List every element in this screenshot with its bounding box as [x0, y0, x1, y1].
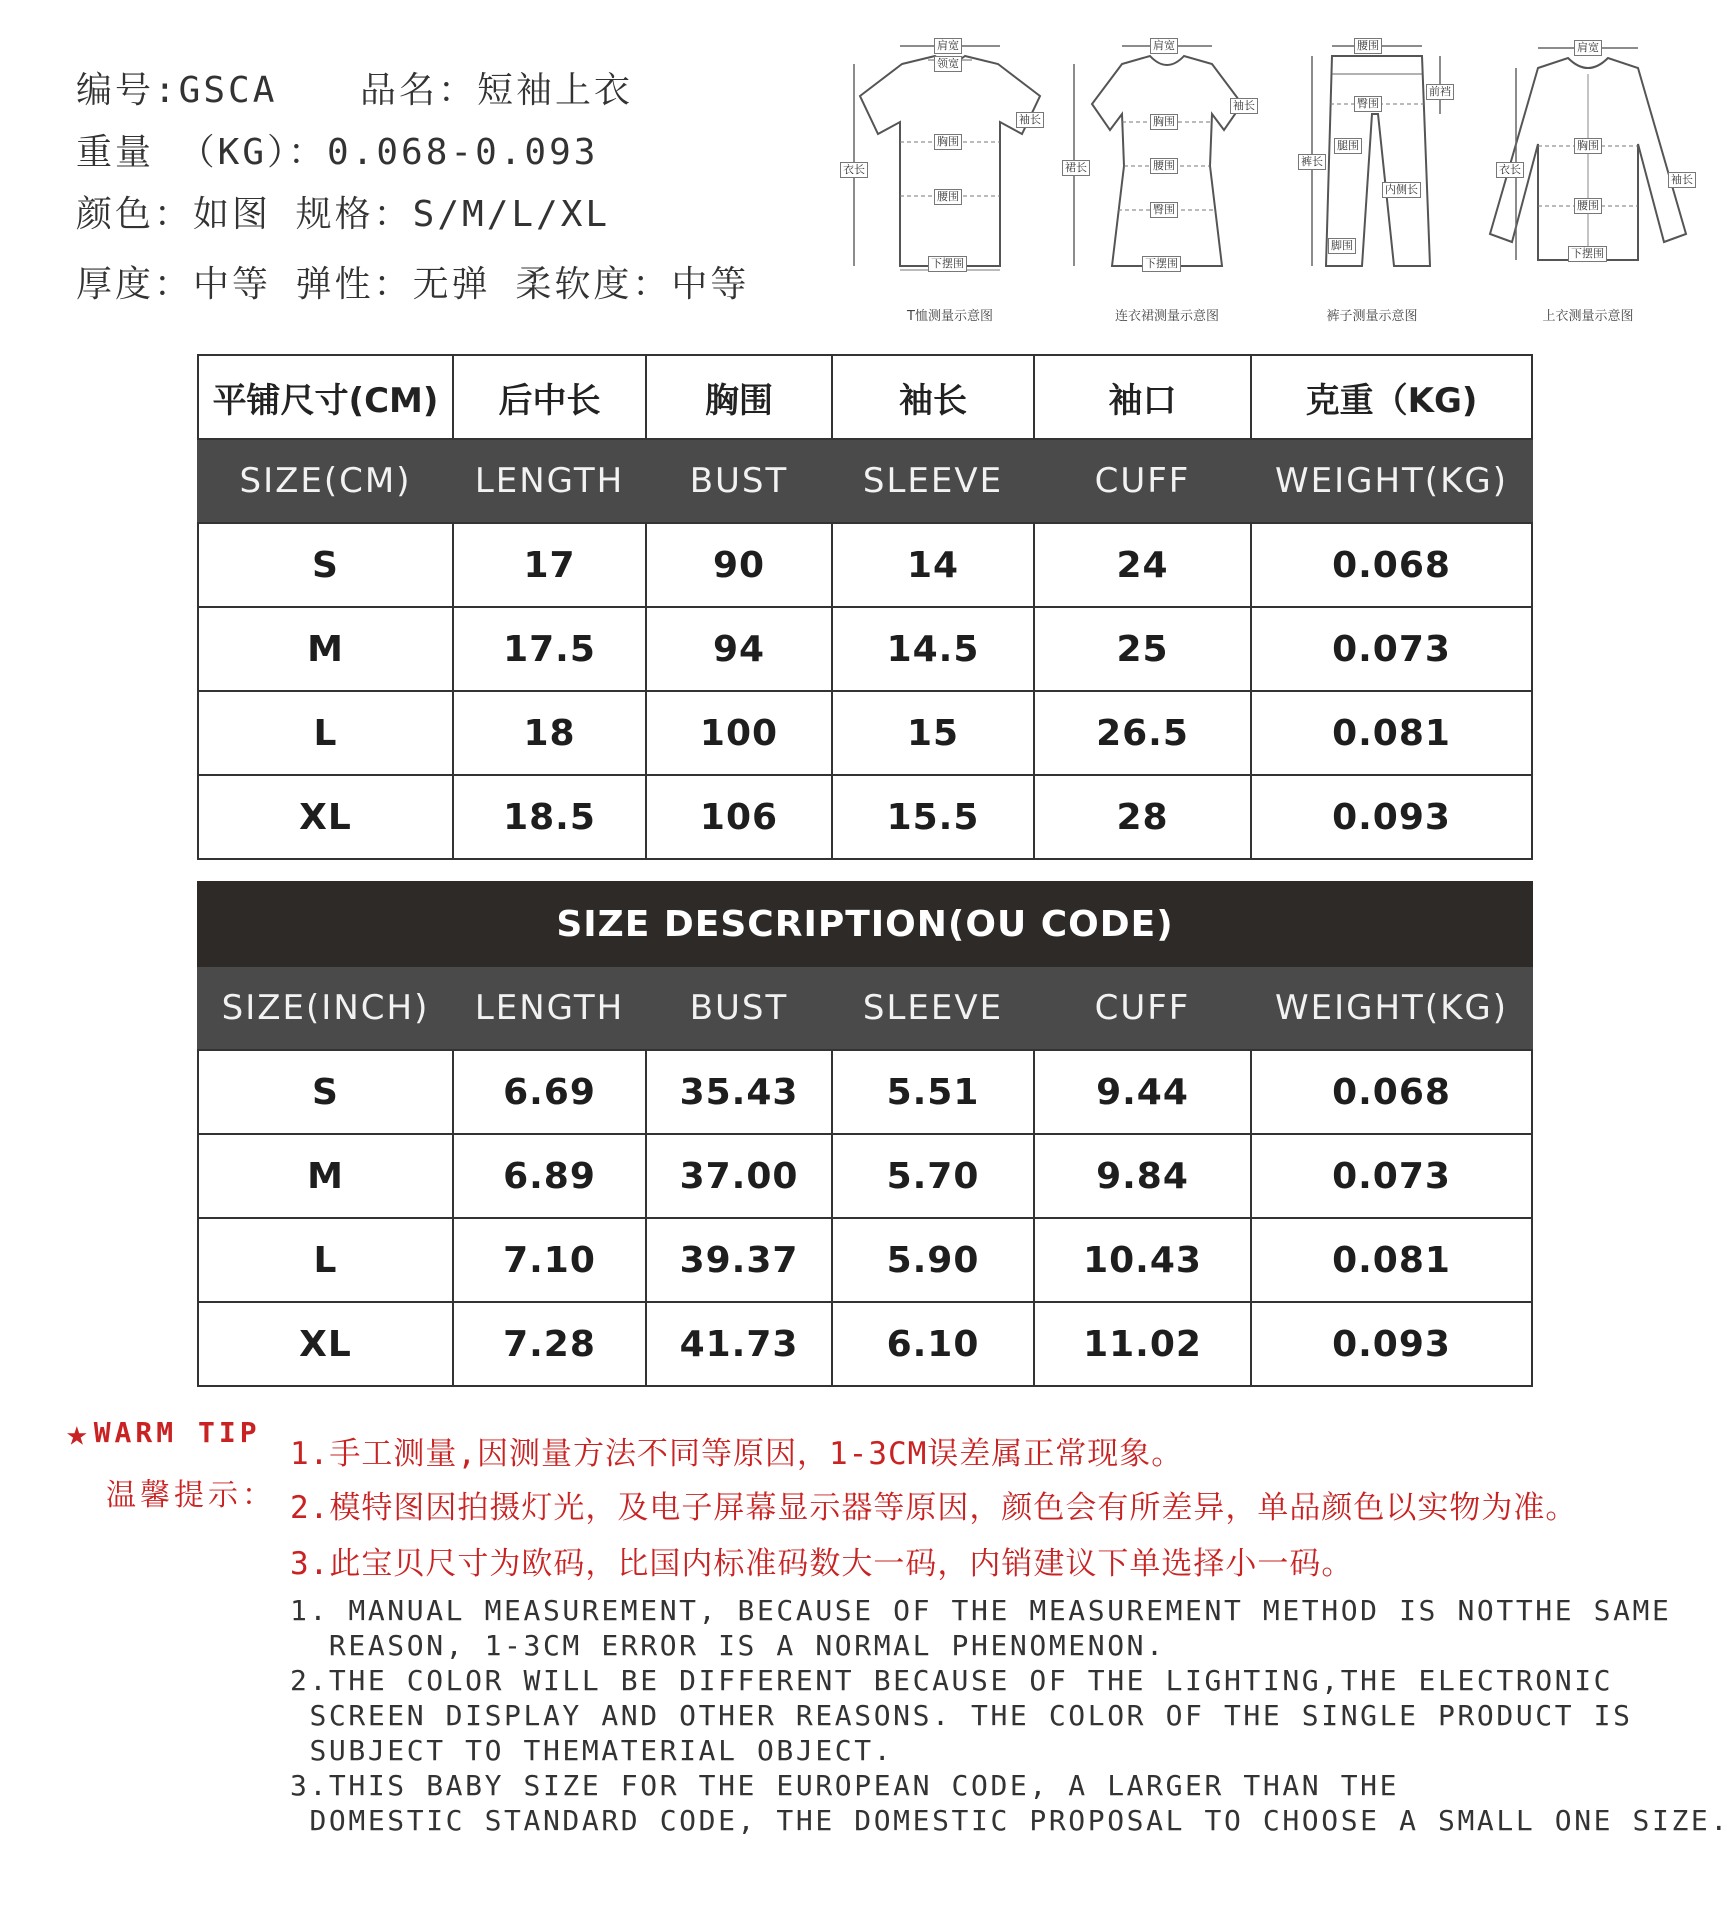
tshirt-label-shoulder: 肩宽 — [934, 38, 962, 54]
table-cell: 6.69 — [453, 1050, 646, 1134]
pants-label-waist: 腰围 — [1354, 38, 1382, 54]
tshirt-label-bust: 胸围 — [934, 134, 962, 150]
dress-label-hip: 臀围 — [1150, 202, 1178, 218]
table-cell: 18.5 — [453, 775, 646, 859]
table-row — [198, 523, 1532, 607]
dress-label-sleeve: 袖长 — [1230, 98, 1258, 114]
tshirt-label-waist: 腰围 — [934, 189, 962, 205]
tip-cn-3: 3.此宝贝尺寸为欧码，比国内标准码数大一码，内销建议下单选择小一码。 — [290, 1546, 1354, 1582]
table-cell: 5.51 — [832, 1050, 1034, 1134]
table-row — [198, 1134, 1532, 1218]
measurement-diagrams — [840, 34, 1700, 324]
table-cell: 28 — [1034, 775, 1251, 859]
table-cell: 5.90 — [832, 1218, 1034, 1302]
dress-diagram — [1062, 34, 1272, 324]
table-cell: 15 — [832, 691, 1034, 775]
table-row — [198, 1302, 1532, 1386]
tip-en-line-7: DOMESTIC STANDARD CODE, THE DOMESTIC PROPOSAL TO CHOOSE A SMALL ONE SIZE. — [290, 1804, 1730, 1837]
tshirt-diagram — [840, 34, 1060, 324]
table-cm-en-header — [198, 439, 1532, 523]
header-cell: LENGTH — [453, 966, 646, 1050]
tshirt-outline-icon — [840, 34, 1060, 294]
header-cell: CUFF — [1034, 966, 1251, 1050]
table-cell: 39.37 — [646, 1218, 832, 1302]
pants-label-hip: 臀围 — [1354, 96, 1382, 112]
table-cell: 0.081 — [1251, 1218, 1532, 1302]
dress-label-shoulder: 肩宽 — [1150, 38, 1178, 54]
pants-label-thigh: 腿围 — [1334, 138, 1362, 154]
pants-label-ankle: 脚围 — [1328, 238, 1356, 254]
table-cell: 7.28 — [453, 1302, 646, 1386]
tshirt-label-neck: 领宽 — [934, 56, 962, 72]
table-cm-cn-header — [198, 355, 1532, 439]
table-cell: 0.093 — [1251, 775, 1532, 859]
header-cell: WEIGHT(KG) — [1251, 439, 1532, 523]
product-weight — [76, 124, 598, 175]
table-cell: 0.068 — [1251, 1050, 1532, 1134]
table-cell: 6.89 — [453, 1134, 646, 1218]
header-cell: SLEEVE — [832, 966, 1034, 1050]
table-cell: 25 — [1034, 607, 1251, 691]
table-cell: 5.70 — [832, 1134, 1034, 1218]
table-cell: 14.5 — [832, 607, 1034, 691]
warm-tip-label-cn: 温馨提示： — [106, 1478, 276, 1513]
header-cell: BUST — [646, 966, 832, 1050]
table-row — [198, 607, 1532, 691]
table-cell: S — [198, 523, 453, 607]
header-cell: BUST — [646, 439, 832, 523]
table-row — [198, 1050, 1532, 1134]
pants-label-rise: 前裆 — [1426, 84, 1454, 100]
tip-en-line-2: REASON, 1-3CM ERROR IS A NORMAL PHENOMENON. — [290, 1629, 1166, 1662]
table-cell: 24 — [1034, 523, 1251, 607]
tshirt-label-length: 衣长 — [840, 162, 868, 178]
header-cell: CUFF — [1034, 439, 1251, 523]
table-cell: 100 — [646, 691, 832, 775]
tshirt-label-sleeve: 袖长 — [1016, 112, 1044, 128]
tip-en-line-4: SCREEN DISPLAY AND OTHER REASONS. THE COLOR OF THE SINGLE PRODUCT IS — [290, 1699, 1633, 1732]
table-cell: L — [198, 1218, 453, 1302]
table-cell: 15.5 — [832, 775, 1034, 859]
product-name-text: 品名：短袖上衣 — [360, 70, 634, 111]
table-cell: 6.10 — [832, 1302, 1034, 1386]
table-cell: 10.43 — [1034, 1218, 1251, 1302]
header-cell: 袖口 — [1034, 355, 1251, 439]
table-cell: XL — [198, 1302, 453, 1386]
star-icon: ★ — [66, 1413, 92, 1454]
header-cell: 袖长 — [832, 355, 1034, 439]
table-cell: 26.5 — [1034, 691, 1251, 775]
table-cell: L — [198, 691, 453, 775]
tip-en-line-5: SUBJECT TO THEMATERIAL OBJECT. — [290, 1734, 894, 1767]
table-inch-en-header — [198, 966, 1532, 1050]
table-cell: 0.073 — [1251, 607, 1532, 691]
header-cell: 平铺尺寸(CM) — [198, 355, 453, 439]
header-cell: LENGTH — [453, 439, 646, 523]
table-cell: S — [198, 1050, 453, 1134]
tip-cn-2: 2.模特图因拍摄灯光，及电子屏幕显示器等原因，颜色会有所差异，单品颜色以实物为准。 — [290, 1490, 1578, 1526]
jacket-label-shoulder: 肩宽 — [1574, 40, 1602, 56]
table-cell: 0.068 — [1251, 523, 1532, 607]
table-cell: 9.44 — [1034, 1050, 1251, 1134]
table-inch-title-row — [198, 882, 1532, 966]
jacket-label-bust: 胸围 — [1574, 138, 1602, 154]
table-cell: 41.73 — [646, 1302, 832, 1386]
tip-cn-1: 1.手工测量,因测量方法不同等原因，1-3CM误差属正常现象。 — [290, 1436, 1184, 1472]
table-cell: M — [198, 1134, 453, 1218]
tip-en-line-1: 1. MANUAL MEASUREMENT, BECAUSE OF THE MEASUREMENT METHOD IS NOTTHE SAME — [290, 1594, 1672, 1627]
header-cell: SLEEVE — [832, 439, 1034, 523]
table-inch-title: SIZE DESCRIPTION(OU CODE) — [198, 882, 1532, 966]
tip-en-line-3: 2.THE COLOR WILL BE DIFFERENT BECAUSE OF THE LIGHTING,THE ELECTRONIC — [290, 1664, 1614, 1697]
table-cell: 9.84 — [1034, 1134, 1251, 1218]
dress-caption: 连衣裙测量示意图 — [1114, 309, 1219, 324]
table-cell: 35.43 — [646, 1050, 832, 1134]
header-cell: SIZE(INCH) — [198, 966, 453, 1050]
header-cell: SIZE(CM) — [198, 439, 453, 523]
dress-label-hem: 下摆围 — [1142, 256, 1181, 272]
jacket-label-sleeve: 袖长 — [1668, 172, 1696, 188]
dress-label-length: 裙长 — [1062, 160, 1090, 176]
warm-tip-label — [66, 1413, 261, 1454]
table-cell: 94 — [646, 607, 832, 691]
size-table-inch — [197, 881, 1533, 1387]
product-name — [360, 62, 633, 113]
header-cell: WEIGHT(KG) — [1251, 966, 1532, 1050]
jacket-diagram — [1476, 34, 1700, 324]
table-cell: 106 — [646, 775, 832, 859]
product-color-size — [76, 186, 610, 237]
table-cell: 7.10 — [453, 1218, 646, 1302]
table-cell: 37.00 — [646, 1134, 832, 1218]
pants-caption: 裤子测量示意图 — [1326, 309, 1418, 324]
table-row — [198, 1218, 1532, 1302]
table-cell: 0.081 — [1251, 691, 1532, 775]
dress-label-waist: 腰围 — [1150, 158, 1178, 174]
product-properties-text: 厚度：中等 弹性：无弹 柔软度：中等 — [76, 264, 750, 305]
product-code — [76, 62, 277, 113]
pants-diagram — [1272, 34, 1472, 324]
jacket-label-hem: 下摆围 — [1568, 246, 1607, 262]
product-weight-text: 重量 （KG）：0.068-0.093 — [76, 132, 599, 173]
table-cell: 18 — [453, 691, 646, 775]
header-cell: 后中长 — [453, 355, 646, 439]
jacket-label-waist: 腰围 — [1574, 198, 1602, 214]
tip-en-line-6: 3.THIS BABY SIZE FOR THE EUROPEAN CODE, A LARGER THAN THE — [290, 1769, 1400, 1802]
product-properties — [76, 256, 749, 307]
tshirt-caption: T恤测量示意图 — [907, 309, 993, 324]
tshirt-label-hem: 下摆围 — [928, 256, 967, 272]
table-cell: 17 — [453, 523, 646, 607]
table-cell: 11.02 — [1034, 1302, 1251, 1386]
jacket-caption: 上衣测量示意图 — [1542, 309, 1634, 324]
table-cell: 17.5 — [453, 607, 646, 691]
size-table-cm — [197, 354, 1533, 860]
table-cell: 0.093 — [1251, 1302, 1532, 1386]
pants-label-inseam: 内侧长 — [1382, 182, 1421, 198]
product-code-text: 编号:GSCA — [76, 70, 278, 111]
table-row — [198, 775, 1532, 859]
table-cell: M — [198, 607, 453, 691]
table-row — [198, 691, 1532, 775]
pants-label-length: 裤长 — [1298, 154, 1326, 170]
product-color-size-text: 颜色：如图 规格：S/M/L/XL — [76, 194, 611, 235]
jacket-label-length: 衣长 — [1496, 162, 1524, 178]
dress-label-bust: 胸围 — [1150, 114, 1178, 130]
header-cell: 胸围 — [646, 355, 832, 439]
table-cell: 90 — [646, 523, 832, 607]
table-cell: 14 — [832, 523, 1034, 607]
table-cell: 0.073 — [1251, 1134, 1532, 1218]
table-cell: XL — [198, 775, 453, 859]
header-cell: 克重（KG) — [1251, 355, 1532, 439]
warm-tip-text: WARM TIP — [93, 1416, 261, 1449]
